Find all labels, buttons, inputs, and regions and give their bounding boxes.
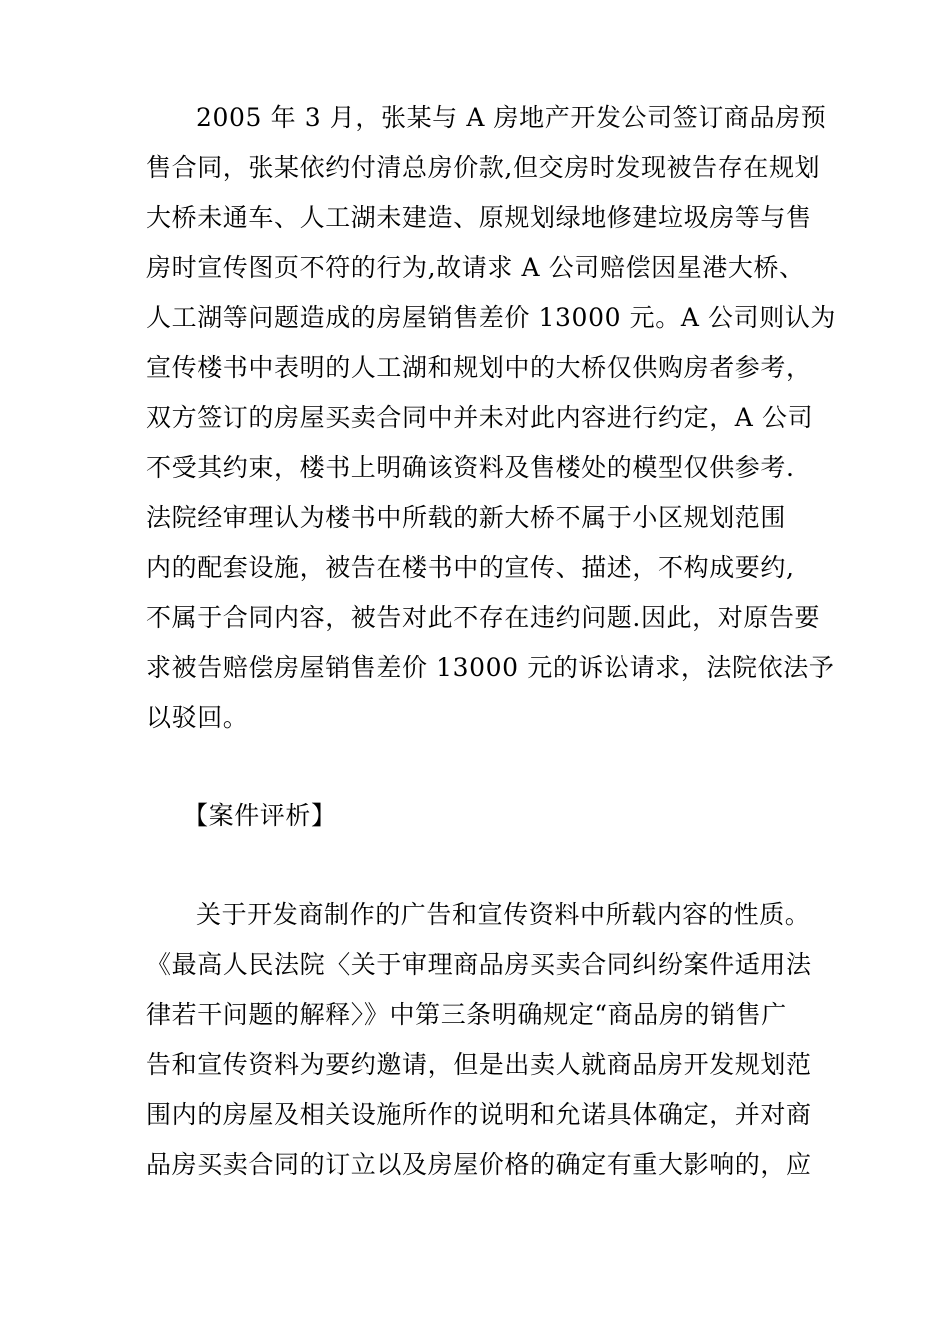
text-line: 关于开发商制作的广告和宣传资料中所载内容的性质。: [196, 900, 811, 929]
text-line: 不受其约束，楼书上明确该资料及售楼处的模型仅供参考.: [146, 453, 795, 482]
text-line: 大桥未通车、人工湖未建造、原规划绿地修建垃圾房等与售: [146, 203, 812, 232]
text-line: 人工湖等问题造成的房屋销售差价 13000 元。A 公司则认为: [146, 303, 837, 332]
text-line: 律若干问题的解释〉》中第三条明确规定“商品房的销售广: [146, 1000, 787, 1029]
text-line: 售合同，张某依约付清总房价款,但交房时发现被告存在规划: [146, 153, 821, 182]
text-line: 双方签订的房屋买卖合同中并未对此内容进行约定，A 公司: [146, 403, 814, 432]
text-line: 《最高人民法院〈关于审理商品房买卖合同纠纷案件适用法: [146, 950, 812, 979]
text-line: 宣传楼书中表明的人工湖和规划中的大桥仅供购房者参考，: [146, 353, 812, 382]
text-line: 求被告赔偿房屋销售差价 13000 元的诉讼请求，法院依法予: [146, 653, 835, 682]
text-line: 2005 年 3 月，张某与 A 房地产开发公司签订商品房预: [196, 103, 827, 132]
text-line: 法院经审理认为楼书中所载的新大桥不属于小区规划范围: [146, 503, 787, 532]
section-heading: 【案件评析】: [183, 801, 337, 830]
text-line: 品房买卖合同的订立以及房屋价格的确定有重大影响的，应: [146, 1150, 812, 1179]
text-line: 不属于合同内容，被告对此不存在违约问题.因此，对原告要: [146, 603, 821, 632]
text-line: 围内的房屋及相关设施所作的说明和允诺具体确定，并对商: [146, 1100, 812, 1129]
text-line: 以驳回。: [146, 703, 249, 732]
text-line: 告和宣传资料为要约邀请，但是出卖人就商品房开发规划范: [146, 1050, 812, 1079]
text-line: 房时宣传图页不符的行为,故请求 A 公司赔偿因星港大桥、: [146, 253, 805, 282]
text-line: 内的配套设施，被告在楼书中的宣传、描述，不构成要约,: [146, 553, 795, 582]
